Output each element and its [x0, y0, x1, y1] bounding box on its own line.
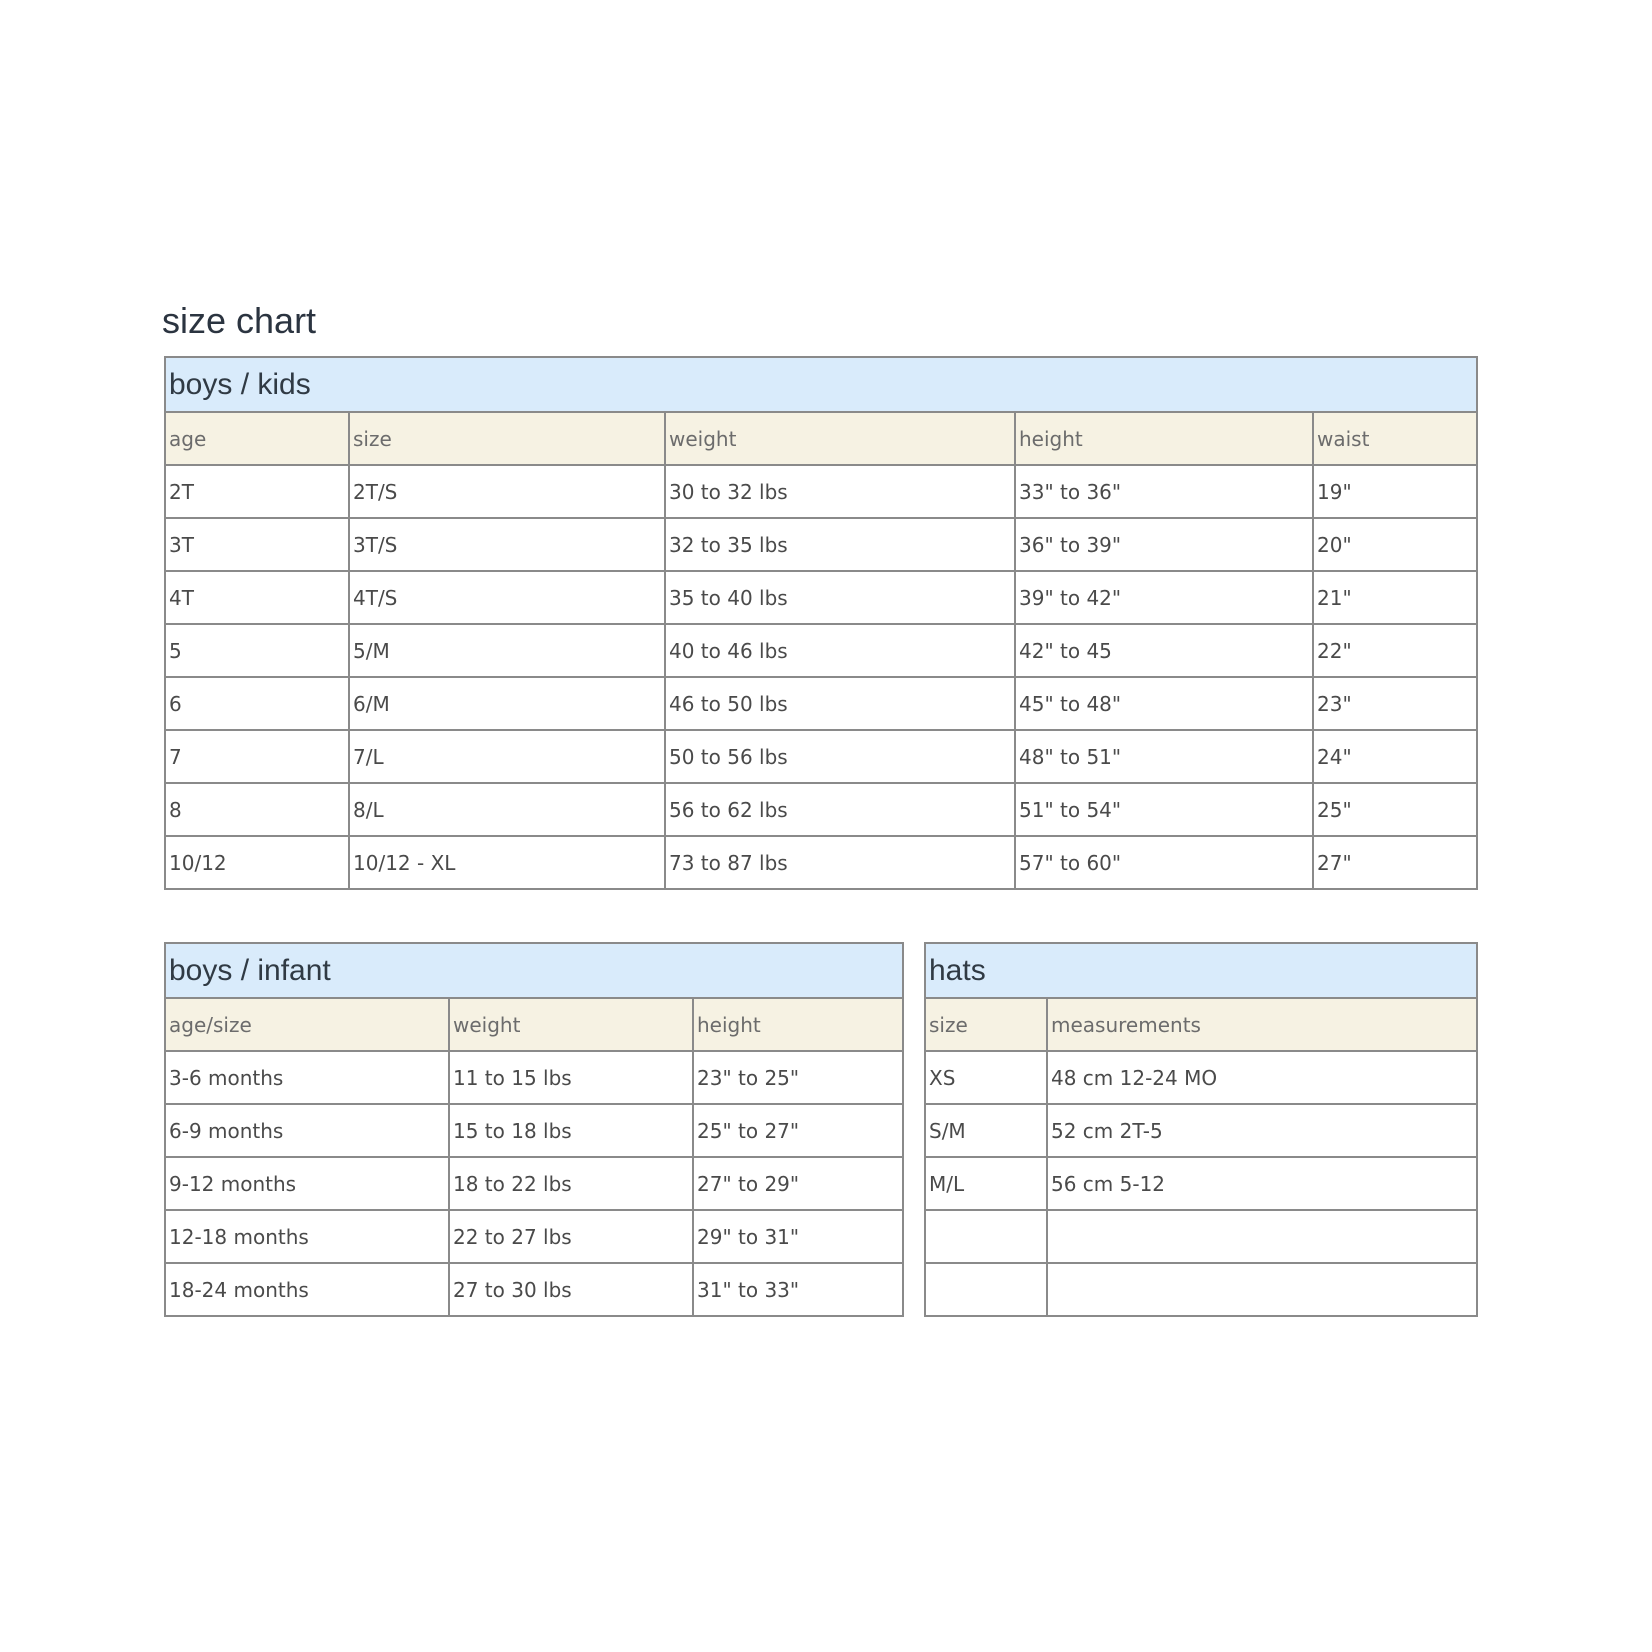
cell-age: 4T [165, 571, 349, 624]
cell-waist: 19" [1313, 465, 1477, 518]
column-header-measurements: measurements [1047, 998, 1477, 1051]
column-header-age: age [165, 412, 349, 465]
hats-table-title: hats [925, 943, 1477, 998]
cell-measurements: 52 cm 2T-5 [1047, 1104, 1477, 1157]
cell-waist: 24" [1313, 730, 1477, 783]
cell-measurements: 48 cm 12-24 MO [1047, 1051, 1477, 1104]
hats-header-row [925, 998, 1477, 1051]
infant-title-row [165, 943, 903, 998]
cell-size: 4T/S [349, 571, 665, 624]
cell-weight: 46 to 50 lbs [665, 677, 1015, 730]
cell-measurements: 56 cm 5-12 [1047, 1157, 1477, 1210]
cell-height: 45" to 48" [1015, 677, 1313, 730]
cell-weight: 11 to 15 lbs [449, 1051, 693, 1104]
kids-title-row [165, 357, 1477, 412]
kids-size-table [164, 356, 1478, 890]
hats-title-row [925, 943, 1477, 998]
cell-size: 7/L [349, 730, 665, 783]
cell-age-size: 12-18 months [165, 1210, 449, 1263]
cell-height: 23" to 25" [693, 1051, 903, 1104]
cell-age-size: 3-6 months [165, 1051, 449, 1104]
cell-size: 3T/S [349, 518, 665, 571]
table-row [165, 836, 1477, 889]
cell-age-size: 9-12 months [165, 1157, 449, 1210]
table-row [165, 465, 1477, 518]
column-header-height: height [1015, 412, 1313, 465]
cell-age: 8 [165, 783, 349, 836]
cell-height: 51" to 54" [1015, 783, 1313, 836]
column-header-size: size [925, 998, 1047, 1051]
cell-waist: 25" [1313, 783, 1477, 836]
cell-weight: 32 to 35 lbs [665, 518, 1015, 571]
table-row [165, 1263, 903, 1316]
cell-weight: 56 to 62 lbs [665, 783, 1015, 836]
cell-weight: 30 to 32 lbs [665, 465, 1015, 518]
infant-table-title: boys / infant [165, 943, 903, 998]
cell-waist: 21" [1313, 571, 1477, 624]
cell-height: 36" to 39" [1015, 518, 1313, 571]
cell-size: 10/12 - XL [349, 836, 665, 889]
cell-height: 29" to 31" [693, 1210, 903, 1263]
cell-waist: 22" [1313, 624, 1477, 677]
cell-waist: 20" [1313, 518, 1477, 571]
table-row [925, 1104, 1477, 1157]
cell-size: S/M [925, 1104, 1047, 1157]
cell-age: 2T [165, 465, 349, 518]
cell-size: M/L [925, 1157, 1047, 1210]
cell-weight: 18 to 22 lbs [449, 1157, 693, 1210]
column-header-age-size: age/size [165, 998, 449, 1051]
table-row [165, 1157, 903, 1210]
cell-height: 25" to 27" [693, 1104, 903, 1157]
cell-height: 39" to 42" [1015, 571, 1313, 624]
cell-weight: 27 to 30 lbs [449, 1263, 693, 1316]
cell-weight: 50 to 56 lbs [665, 730, 1015, 783]
table-row [165, 1210, 903, 1263]
cell-measurements [1047, 1210, 1477, 1263]
cell-size: 8/L [349, 783, 665, 836]
cell-age: 7 [165, 730, 349, 783]
cell-weight: 73 to 87 lbs [665, 836, 1015, 889]
table-row [925, 1157, 1477, 1210]
table-row [165, 1051, 903, 1104]
infant-size-table [164, 942, 904, 1317]
table-row [925, 1263, 1477, 1316]
cell-waist: 23" [1313, 677, 1477, 730]
cell-age: 5 [165, 624, 349, 677]
hats-size-table [924, 942, 1478, 1317]
cell-height: 42" to 45 [1015, 624, 1313, 677]
cell-waist: 27" [1313, 836, 1477, 889]
cell-height: 48" to 51" [1015, 730, 1313, 783]
cell-size [925, 1210, 1047, 1263]
column-header-size: size [349, 412, 665, 465]
cell-age: 6 [165, 677, 349, 730]
column-header-weight: weight [449, 998, 693, 1051]
table-row [165, 624, 1477, 677]
cell-weight: 15 to 18 lbs [449, 1104, 693, 1157]
cell-weight: 40 to 46 lbs [665, 624, 1015, 677]
cell-size: 5/M [349, 624, 665, 677]
table-row [165, 677, 1477, 730]
cell-size: 2T/S [349, 465, 665, 518]
column-header-height: height [693, 998, 903, 1051]
cell-height: 27" to 29" [693, 1157, 903, 1210]
cell-measurements [1047, 1263, 1477, 1316]
table-row [165, 730, 1477, 783]
cell-size: XS [925, 1051, 1047, 1104]
cell-age-size: 18-24 months [165, 1263, 449, 1316]
cell-size [925, 1263, 1047, 1316]
kids-header-row [165, 412, 1477, 465]
cell-height: 33" to 36" [1015, 465, 1313, 518]
cell-weight: 35 to 40 lbs [665, 571, 1015, 624]
cell-height: 57" to 60" [1015, 836, 1313, 889]
cell-age: 10/12 [165, 836, 349, 889]
kids-table-title: boys / kids [165, 357, 1477, 412]
table-row [165, 1104, 903, 1157]
table-row [925, 1210, 1477, 1263]
table-row [165, 571, 1477, 624]
cell-height: 31" to 33" [693, 1263, 903, 1316]
table-row [165, 518, 1477, 571]
table-row [925, 1051, 1477, 1104]
infant-header-row [165, 998, 903, 1051]
page-title: size chart [162, 300, 317, 341]
table-row [165, 783, 1477, 836]
cell-size: 6/M [349, 677, 665, 730]
column-header-waist: waist [1313, 412, 1477, 465]
cell-age-size: 6-9 months [165, 1104, 449, 1157]
cell-weight: 22 to 27 lbs [449, 1210, 693, 1263]
cell-age: 3T [165, 518, 349, 571]
column-header-weight: weight [665, 412, 1015, 465]
